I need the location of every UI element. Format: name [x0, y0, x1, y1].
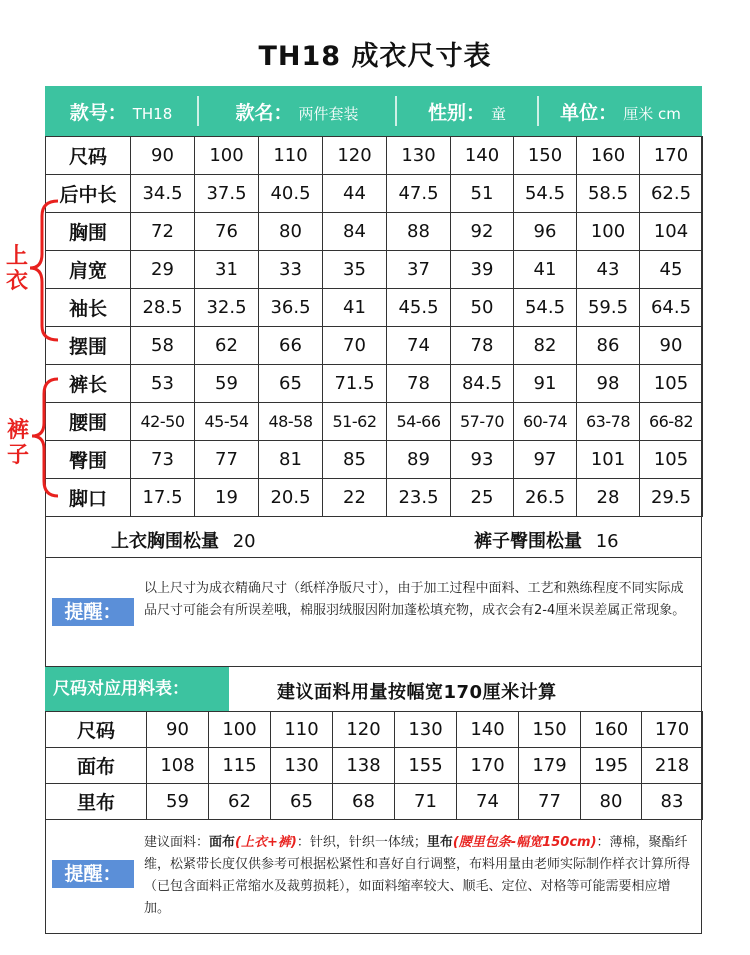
- row-label: 里布: [46, 784, 147, 820]
- table-cell: 47.5: [387, 175, 451, 213]
- table-cell: 115: [209, 748, 271, 784]
- table-cell: 35: [323, 251, 387, 289]
- table-cell: 71.5: [323, 365, 387, 403]
- pants-ease: [474, 527, 619, 553]
- table-cell: 70: [323, 327, 387, 365]
- table-cell: 76: [195, 213, 259, 251]
- table-cell: 29: [131, 251, 195, 289]
- unit-label: 单位：: [560, 101, 618, 124]
- table-cell: 62: [195, 327, 259, 365]
- table-cell: 83: [642, 784, 703, 820]
- top-ease-value: 20: [232, 531, 256, 552]
- table-cell: 28.5: [131, 289, 195, 327]
- table-cell: 64.5: [640, 289, 703, 327]
- table-cell: 34.5: [131, 175, 195, 213]
- table-cell: 60-74: [514, 403, 577, 441]
- pants-ease-label: 裤子臀围松量: [474, 531, 582, 552]
- table-cell: 89: [387, 441, 451, 479]
- unit-value: 厘米 cm: [623, 104, 681, 123]
- table-cell: 26.5: [514, 479, 577, 517]
- row-label: 后中长: [46, 175, 131, 213]
- table-cell: 77: [519, 784, 581, 820]
- table-cell: 130: [387, 137, 451, 175]
- table-cell: 74: [387, 327, 451, 365]
- size-table: [45, 136, 703, 517]
- table-cell: 150: [519, 712, 581, 748]
- table-cell: 92: [451, 213, 514, 251]
- table-cell: 170: [457, 748, 519, 784]
- note2-part: 建议面料：: [144, 835, 210, 850]
- table-cell: 42-50: [131, 403, 195, 441]
- note2-part: 里布: [426, 835, 453, 850]
- table-cell: 41: [514, 251, 577, 289]
- page-title: TH18 成衣尺寸表: [258, 41, 492, 72]
- table-cell: 17.5: [131, 479, 195, 517]
- table-cell: 20.5: [259, 479, 323, 517]
- ease-row: [45, 518, 702, 558]
- row-label: 面布: [46, 748, 147, 784]
- table-cell: 23.5: [387, 479, 451, 517]
- table-cell: 22: [323, 479, 387, 517]
- row-label: 裤长: [46, 365, 131, 403]
- table-cell: 66-82: [640, 403, 703, 441]
- table-cell: 108: [147, 748, 209, 784]
- table-cell: 74: [457, 784, 519, 820]
- table-row: [46, 479, 703, 517]
- table-cell: 195: [581, 748, 642, 784]
- fabric-bar: [45, 666, 702, 712]
- fabric-note: 建议面料用量按幅宽170厘米计算: [277, 682, 557, 703]
- note2-part: ：针织，针织一体绒；: [296, 835, 427, 850]
- table-cell: 32.5: [195, 289, 259, 327]
- table-cell: 150: [514, 137, 577, 175]
- table-row: [46, 784, 703, 820]
- table-cell: 80: [259, 213, 323, 251]
- row-label: 尺码: [46, 712, 147, 748]
- table-cell: 25: [451, 479, 514, 517]
- table-cell: 86: [577, 327, 640, 365]
- table-cell: 93: [451, 441, 514, 479]
- table-cell: 80: [581, 784, 642, 820]
- style-no-value: TH18: [132, 104, 173, 123]
- table-cell: 63-78: [577, 403, 640, 441]
- row-label: 尺码: [46, 137, 131, 175]
- table-row: [46, 748, 703, 784]
- fabric-badge: 尺码对应用料表：: [45, 667, 229, 711]
- table-cell: 85: [323, 441, 387, 479]
- table-cell: 59: [147, 784, 209, 820]
- gender-label: 性别：: [427, 101, 485, 124]
- table-cell: 33: [259, 251, 323, 289]
- table-cell: 155: [395, 748, 457, 784]
- table-row: [46, 712, 703, 748]
- table-cell: 98: [577, 365, 640, 403]
- style-no-label: 款号：: [69, 101, 127, 124]
- row-label: 肩宽: [46, 251, 131, 289]
- table-cell: 84: [323, 213, 387, 251]
- table-cell: 53: [131, 365, 195, 403]
- pants-ease-value: 16: [595, 531, 619, 552]
- table-cell: 179: [519, 748, 581, 784]
- row-label: 袖长: [46, 289, 131, 327]
- table-cell: 140: [457, 712, 519, 748]
- note2-badge: 提醒：: [52, 860, 134, 888]
- table-cell: 78: [387, 365, 451, 403]
- table-cell: 73: [131, 441, 195, 479]
- table-cell: 65: [259, 365, 323, 403]
- table-cell: 44: [323, 175, 387, 213]
- table-row: [46, 289, 703, 327]
- table-cell: 96: [514, 213, 577, 251]
- table-row: [46, 251, 703, 289]
- table-cell: 218: [642, 748, 703, 784]
- table-cell: 101: [577, 441, 640, 479]
- table-cell: 54.5: [514, 289, 577, 327]
- style-name-value: 两件套装: [298, 104, 359, 123]
- table-cell: 77: [195, 441, 259, 479]
- table-cell: 45-54: [195, 403, 259, 441]
- table-cell: 40.5: [259, 175, 323, 213]
- table-cell: 37.5: [195, 175, 259, 213]
- note2-part: 面布: [209, 835, 236, 850]
- table-cell: 45.5: [387, 289, 451, 327]
- table-cell: 66: [259, 327, 323, 365]
- table-cell: 91: [514, 365, 577, 403]
- table-cell: 104: [640, 213, 703, 251]
- table-cell: 54.5: [514, 175, 577, 213]
- table-cell: 71: [395, 784, 457, 820]
- table-cell: 81: [259, 441, 323, 479]
- table-cell: 170: [640, 137, 703, 175]
- gender: [397, 98, 537, 125]
- table-row: [46, 137, 703, 175]
- fabric-table: [45, 711, 703, 820]
- top-ease-label: 上衣胸围松量: [111, 531, 219, 552]
- table-cell: 90: [131, 137, 195, 175]
- table-cell: 90: [640, 327, 703, 365]
- table-cell: 110: [271, 712, 333, 748]
- table-cell: 72: [131, 213, 195, 251]
- gender-value: 童: [491, 104, 507, 123]
- table-cell: 41: [323, 289, 387, 327]
- table-cell: 97: [514, 441, 577, 479]
- table-cell: 120: [323, 137, 387, 175]
- style-name: [199, 98, 395, 125]
- table-row: [46, 175, 703, 213]
- table-row: [46, 365, 703, 403]
- note1-badge: 提醒：: [52, 598, 134, 626]
- table-cell: 39: [451, 251, 514, 289]
- table-cell: 62: [209, 784, 271, 820]
- table-cell: 62.5: [640, 175, 703, 213]
- table-cell: 100: [195, 137, 259, 175]
- table-cell: 105: [640, 441, 703, 479]
- table-cell: 50: [451, 289, 514, 327]
- table-row: [46, 327, 703, 365]
- style-name-label: 款名：: [235, 101, 293, 124]
- unit: [539, 98, 702, 125]
- table-cell: 43: [577, 251, 640, 289]
- table-row: [46, 403, 703, 441]
- pants-label: 裤子: [6, 418, 29, 468]
- table-cell: 88: [387, 213, 451, 251]
- note2-text: [144, 832, 692, 920]
- note1-text: 以上尺寸为成衣精确尺寸（纸样净版尺寸），由于加工过程中面料、工艺和熟练程度不同实际成品尺寸可能会有所误差哦，棉服羽绒服因附加蓬松填充物，成衣会有2-4厘米误差属正常现象。: [144, 581, 686, 618]
- table-cell: 90: [147, 712, 209, 748]
- table-cell: 45: [640, 251, 703, 289]
- table-cell: 170: [642, 712, 703, 748]
- table-cell: 82: [514, 327, 577, 365]
- table-cell: 130: [395, 712, 457, 748]
- table-cell: 160: [577, 137, 640, 175]
- note2-part: ：薄棉，聚酯纤维，松紧带长度仅供参考可根据松紧性和喜好自行调整，布料用量由老师实际制作样衣计算所得（已包含面料正常缩水及裁剪损耗），如面料缩率较大、顺毛、定位、对格等可能需要相应增加。: [144, 835, 691, 916]
- table-cell: 160: [581, 712, 642, 748]
- top-ease: [111, 527, 256, 553]
- table-cell: 51: [451, 175, 514, 213]
- info-bar: [45, 86, 702, 136]
- row-label: 胸围: [46, 213, 131, 251]
- top-garment-label: 上衣: [5, 244, 28, 294]
- row-label: 摆围: [46, 327, 131, 365]
- table-cell: 140: [451, 137, 514, 175]
- table-cell: 68: [333, 784, 395, 820]
- table-cell: 110: [259, 137, 323, 175]
- row-label: 腰围: [46, 403, 131, 441]
- table-cell: 130: [271, 748, 333, 784]
- table-cell: 51-62: [323, 403, 387, 441]
- table-cell: 36.5: [259, 289, 323, 327]
- table-cell: 105: [640, 365, 703, 403]
- table-cell: 57-70: [451, 403, 514, 441]
- table-cell: 19: [195, 479, 259, 517]
- note2-part: (上衣+裤): [235, 835, 297, 850]
- table-cell: 59: [195, 365, 259, 403]
- table-cell: 59.5: [577, 289, 640, 327]
- table-cell: 58: [131, 327, 195, 365]
- row-label: 脚口: [46, 479, 131, 517]
- table-cell: 58.5: [577, 175, 640, 213]
- table-cell: 100: [577, 213, 640, 251]
- table-cell: 29.5: [640, 479, 703, 517]
- table-cell: 54-66: [387, 403, 451, 441]
- table-cell: 100: [209, 712, 271, 748]
- table-cell: 78: [451, 327, 514, 365]
- table-row: [46, 441, 703, 479]
- table-cell: 28: [577, 479, 640, 517]
- style-no: [45, 98, 197, 125]
- table-cell: 84.5: [451, 365, 514, 403]
- table-cell: 48-58: [259, 403, 323, 441]
- table-row: [46, 213, 703, 251]
- table-cell: 120: [333, 712, 395, 748]
- note2-part: (腰里包条-幅宽150cm): [452, 835, 597, 850]
- table-cell: 65: [271, 784, 333, 820]
- table-cell: 31: [195, 251, 259, 289]
- row-label: 臀围: [46, 441, 131, 479]
- table-cell: 37: [387, 251, 451, 289]
- table-cell: 138: [333, 748, 395, 784]
